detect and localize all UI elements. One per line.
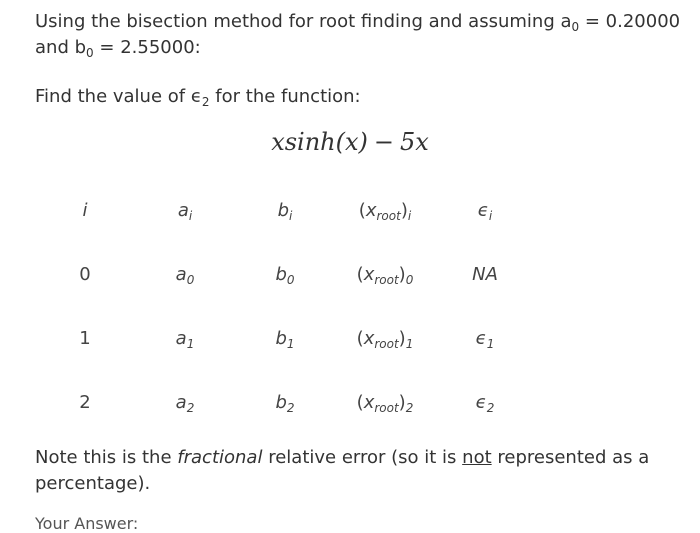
cell-a: $a_1$	[175, 327, 195, 351]
header-a: $a_i$	[177, 199, 193, 223]
b0-subscript: 0	[86, 46, 94, 60]
find-instruction	[35, 84, 361, 110]
epsilon-subscript: 2	[201, 95, 210, 109]
intro-text: Using the bisection method for root finding and assuming a	[35, 11, 572, 32]
note-underlined: not	[462, 447, 492, 468]
cell-a: $a_2$	[175, 391, 195, 415]
cell-i: 1	[79, 327, 91, 349]
function-part2: 5x	[400, 128, 429, 156]
cell-epsilon: $\epsilon_2$	[475, 391, 495, 415]
cell-xroot: $(x_{root})_1$	[356, 327, 414, 351]
b0-value: = 2.55000:	[99, 37, 201, 58]
cell-b: $b_2$	[275, 391, 295, 415]
note-part1: Note this is the	[35, 447, 172, 468]
epsilon-symbol: ϵ	[190, 86, 202, 107]
cell-b: $b_0$	[275, 263, 295, 287]
header-i: i	[82, 199, 88, 221]
function-part1: xsinh(x)	[271, 128, 368, 156]
table-header-row	[35, 178, 535, 242]
cell-b: $b_1$	[275, 327, 295, 351]
note-part2: relative error (so it is	[268, 447, 457, 468]
function-minus: −	[373, 128, 394, 156]
cell-i: 2	[79, 391, 91, 413]
note-paragraph	[35, 445, 675, 497]
function-expression	[0, 128, 700, 156]
header-xroot: $(x_{root})_i$	[358, 199, 412, 223]
note-part3: represented as a percentage).	[35, 447, 650, 494]
header-epsilon: $\epsilon_i$	[477, 199, 493, 223]
find-tail: for the function:	[215, 86, 361, 107]
cell-xroot: $(x_{root})_0$	[356, 263, 414, 287]
cell-xroot: $(x_{root})_2$	[356, 391, 414, 415]
question-intro	[35, 9, 685, 61]
table-row	[35, 370, 535, 434]
table-row	[35, 242, 535, 306]
answer-label: Your Answer:	[35, 514, 139, 533]
a0-subscript: 0	[571, 20, 580, 34]
cell-i: 0	[79, 263, 91, 285]
bisection-table	[35, 178, 535, 434]
cell-epsilon: $\epsilon_1$	[475, 327, 495, 351]
a0-value: = 0.20000 and	[35, 11, 681, 58]
table-row	[35, 306, 535, 370]
b-symbol: b	[74, 37, 87, 58]
cell-a: $a_0$	[175, 263, 195, 287]
note-emphasis: fractional	[177, 447, 263, 468]
cell-epsilon: NA	[472, 263, 498, 285]
header-b: $b_i$	[277, 199, 293, 223]
find-text: Find the value of	[35, 86, 186, 107]
